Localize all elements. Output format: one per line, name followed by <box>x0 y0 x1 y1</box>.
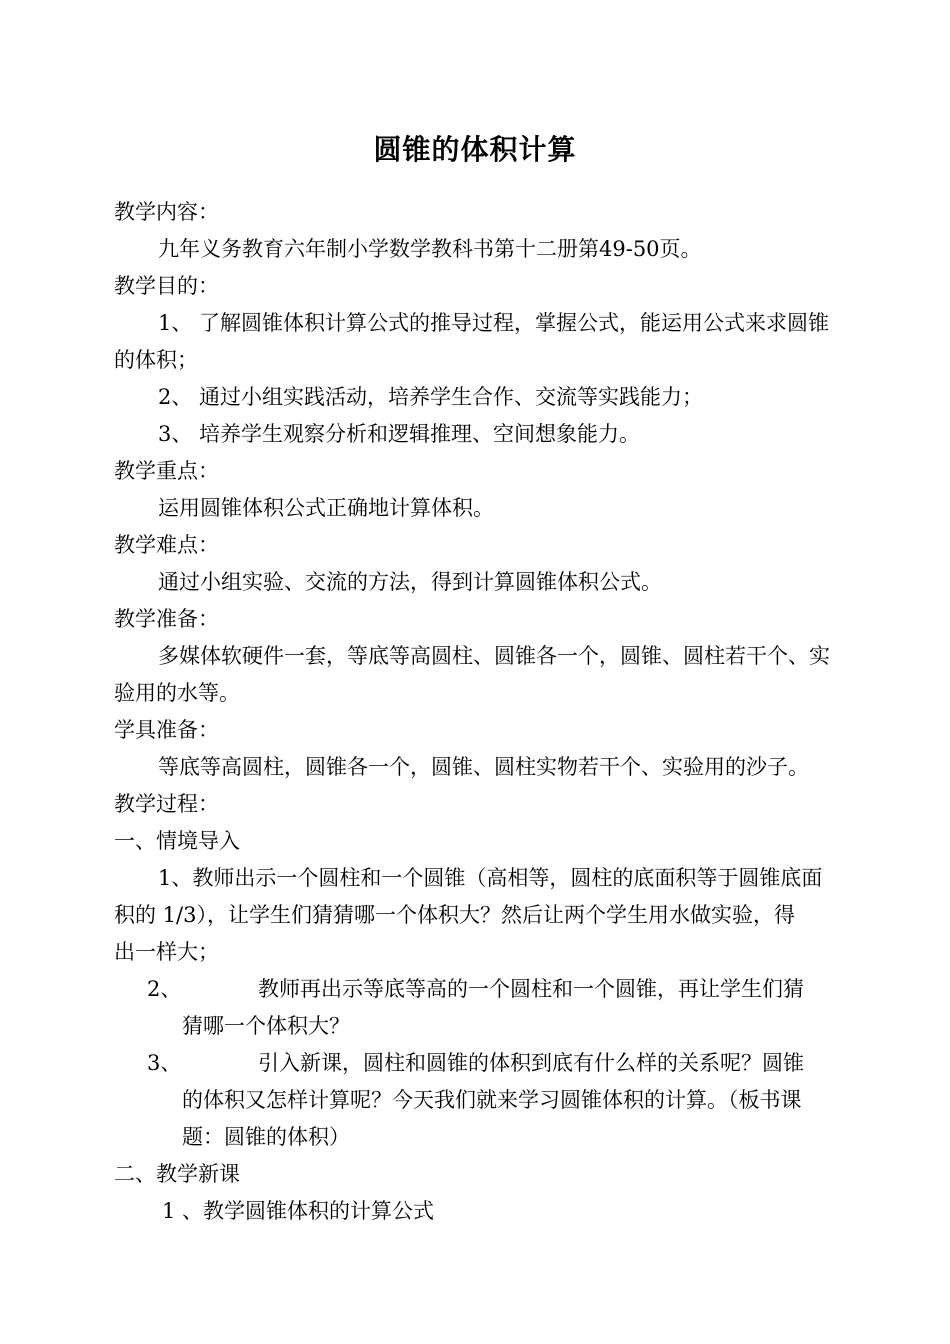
content-text: 九年义务教育六年制小学数学教科书第十二册第49-50页。 <box>158 237 702 261</box>
prep-text-line-1: 多媒体软硬件一套，等底等高圆柱、圆锥各一个，圆锥、圆柱若干个、实 <box>158 644 830 668</box>
goal-1-line-2: 的体积； <box>114 348 198 372</box>
student-prep-heading: 学具准备： <box>114 718 219 742</box>
part-1-heading: 一、情境导入 <box>114 829 240 853</box>
part-1-item-2-line-2: 猜哪一个体积大？ <box>182 1014 350 1038</box>
part-1-item-2-line-1: 教师再出示等底等高的一个圆柱和一个圆锥，再让学生们猜 <box>258 977 804 1001</box>
part-1-item-3-line-1: 引入新课，圆柱和圆锥的体积到底有什么样的关系呢？圆锥 <box>258 1051 804 1075</box>
document-title: 圆锥的体积计算 <box>373 133 577 166</box>
difficulty-heading: 教学难点： <box>114 533 219 557</box>
part-1-item-3-number: 3、 <box>147 1051 182 1075</box>
prep-heading: 教学准备： <box>114 607 219 631</box>
focus-heading: 教学重点： <box>114 459 219 483</box>
prep-text-line-2: 验用的水等。 <box>114 681 240 705</box>
content-heading: 教学内容： <box>114 200 219 224</box>
goal-3: 3、 培养学生观察分析和逻辑推理、空间想象能力。 <box>158 422 641 446</box>
focus-text: 运用圆锥体积公式正确地计算体积。 <box>158 496 494 520</box>
part-2-heading: 二、教学新课 <box>114 1162 240 1186</box>
part-2-item-1: 1 、教学圆锥体积的计算公式 <box>162 1199 435 1223</box>
goals-heading: 教学目的： <box>114 274 219 298</box>
part-1-item-3-line-2: 的体积又怎样计算呢？今天我们就来学习圆锥体积的计算。（板书课 <box>182 1088 802 1112</box>
goal-1-line-1: 1、 了解圆锥体积计算公式的推导过程，掌握公式，能运用公式来求圆锥 <box>158 311 830 335</box>
goal-2: 2、 通过小组实践活动，培养学生合作、交流等实践能力； <box>158 385 704 409</box>
process-heading: 教学过程： <box>114 792 219 816</box>
part-1-item-1-line-3: 出一样大； <box>114 940 219 964</box>
part-1-item-1-line-2: 积的 1/3），让学生们猜猜哪一个体积大？然后让两个学生用水做实验，得 <box>114 903 795 927</box>
part-1-item-1-line-1: 1、教师出示一个圆柱和一个圆锥（高相等，圆柱的底面积等于圆锥底面 <box>158 866 823 890</box>
part-1-item-3-line-3: 题：圆锥的体积） <box>182 1125 350 1149</box>
student-prep-text: 等底等高圆柱，圆锥各一个，圆锥、圆柱实物若干个、实验用的沙子。 <box>158 755 809 779</box>
difficulty-text: 通过小组实验、交流的方法，得到计算圆锥体积公式。 <box>158 570 662 594</box>
part-1-item-2-number: 2、 <box>147 977 182 1001</box>
